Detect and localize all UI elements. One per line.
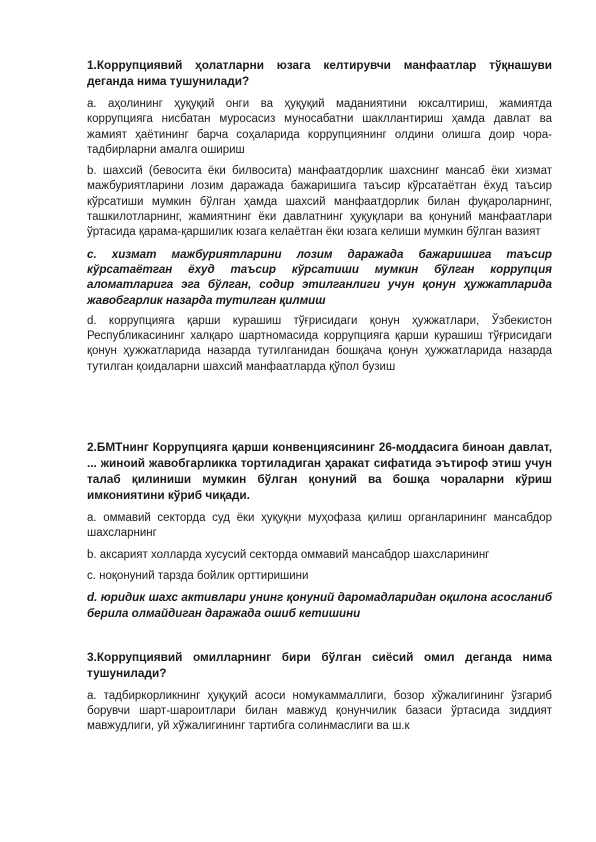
answer-option-d: d. коррупцияга қарши курашиш тўғрисидаги қонун ҳужжатлари, Ўзбекистон Республикасининг халқаро шартномасида коррупцияга қарши курашиш тўғрисидаги қонун ҳужжатларида назарда тутилганидан бошқача қонун ҳужжатларида назарда тутилган қоидаларни шахсий манфаатларда қўпол бузиш — [87, 314, 552, 373]
question-title: 3.Коррупциявий омилларнинг бири бўлган сиёсий омил деганда нима тушунилади? — [87, 649, 552, 680]
answer-option-b: b. шахсий (бевосита ёки билвосита) манфаатдорлик шахснинг мансаб ёки хизмат мажбуриятларини лозим даражада бажаришига таъсир кўрсатаётган ёхуд таъсир кўрсатиши мумкин бўлган ҳамда шахсий манфаатдорлик билан фуқароларнинг, ташкилотларнинг, жамиятнинг ёки давлатнинг ҳуқуқлари ва қонуний манфаатлари ўртасида қарама-қаршилик юзага келаётган ёки юзага келиши мумкин бўлган вазият — [87, 165, 552, 239]
spacer — [87, 381, 552, 439]
spacer — [87, 627, 552, 649]
answer-option-a: a. оммавий секторда суд ёки ҳуқуқни муҳофаза қилиш органларининг мансабдор шахсларнинг — [87, 512, 552, 540]
question-1 — [87, 57, 552, 375]
answer-option-a: a. тадбиркорликнинг ҳуқуқий асоси номукаммаллиги, бозор хўжалигининг ўзгариб борувчи шарт-шароитлари билан мавжуд қонунчилик базаси ўртасида зиддият мавжудлиги, уй хўжалигининг тартибга солинмаслиги ва ш.к — [87, 689, 552, 733]
question-3 — [87, 649, 552, 735]
question-title: 2.БМТнинг Коррупцияга қарши конвенциясининг 26-моддасига биноан давлат, ... жиноий жавобгарликка тортиладиган ҳаракат сифатида эътироф этиш учун талаб қилиниши мумкин бўлган қонуний ва бошқа чораларни кўриш имкониятини кўриб чиқади. — [87, 440, 552, 503]
answer-option-c-correct: c. хизмат мажбуриятларини лозим даражада бажаришига таъсир кўрсатаётган ёхуд таъсир кўрсатиши мумкин бўлган коррупция аломатларига эга бўлган, содир этилганлиги учун қонун ҳужжатларида жавобгарлик назарда тутилган қилмиш — [87, 247, 552, 307]
answer-option-d-correct: d. юридик шахс активлари унинг қонуний даромадларидан оқилона асосланиб берила олмайдиган даражада ошиб кетишини — [87, 591, 552, 620]
answer-option-c: c. ноқонуний тарзда бойлик орттиришини — [87, 569, 309, 582]
answer-option-a: a. аҳолининг ҳуқуқий онги ва ҳуқуқий маданиятини юксалтириш, жамиятда коррупцияга нисбатан муросасиз муносабатни шакллантириш ҳамда давлат ва жамият ҳаётининг барча соҳаларида коррупциянинг олдини олишга доир чора-тадбирларни амалга ошириш — [87, 98, 552, 156]
question-title: 1.Коррупциявий ҳолатларни юзага келтирувчи манфаатлар тўқнашуви деганда нима тушунилади? — [87, 58, 552, 88]
question-2 — [87, 439, 552, 621]
answer-option-b: b. аксарият холларда хусусий секторда оммавий мансабдор шахсларининг — [87, 548, 490, 561]
